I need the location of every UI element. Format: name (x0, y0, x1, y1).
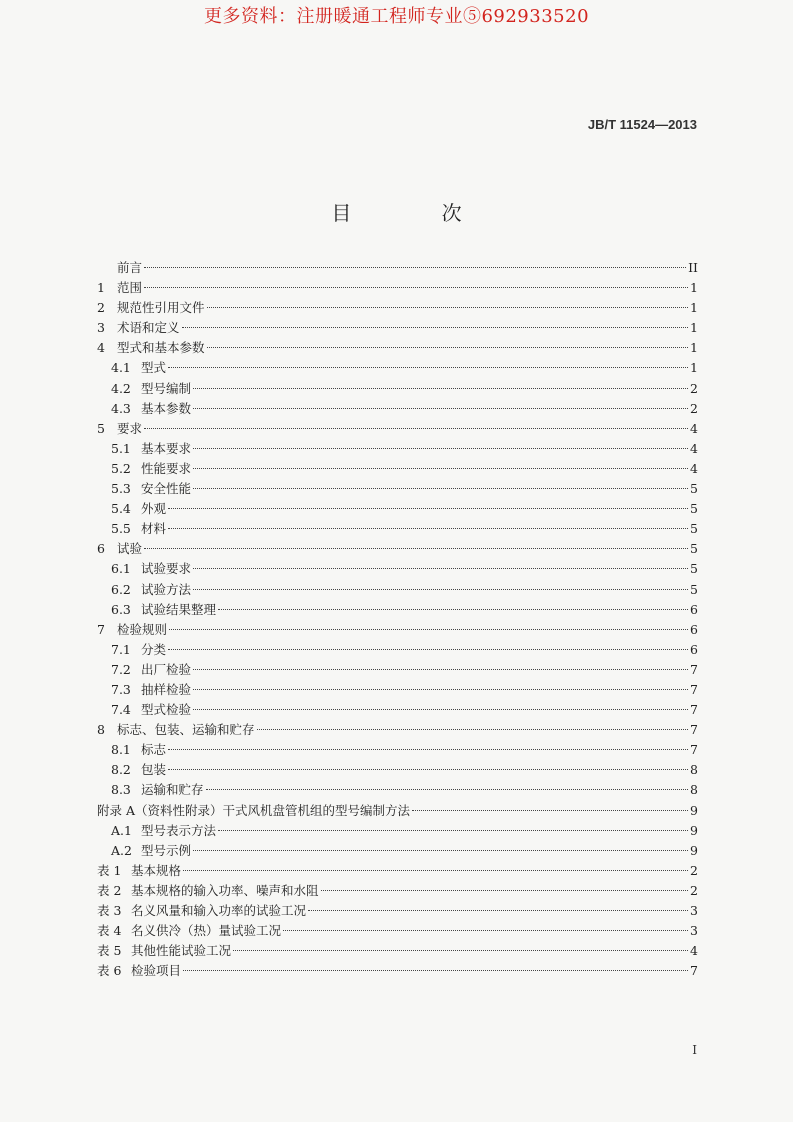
toc-entry-label (97, 720, 255, 740)
toc-entry-text: 抽样检验 (141, 681, 192, 697)
toc-entry-number: 7.1 (111, 641, 131, 657)
toc-entry-number: 7.3 (111, 681, 131, 697)
document-code: JB/T 11524—2013 (587, 117, 697, 132)
toc-entry-text: 术语和定义 (117, 320, 180, 336)
toc-leader-dots (321, 890, 689, 891)
toc-entry-page: II (688, 260, 698, 275)
toc-entry[interactable] (97, 298, 698, 318)
toc-entry-label (111, 760, 166, 780)
toc-entry[interactable] (97, 861, 698, 881)
toc-entry-label (97, 881, 319, 901)
toc-entry-text: 名义供冷（热）量试验工况 (131, 923, 282, 939)
toc-entry-page: 8 (690, 782, 698, 798)
toc-entry-text: 分类 (141, 641, 167, 657)
toc-entry-page: 6 (690, 641, 698, 657)
toc-entry-label (111, 660, 191, 680)
watermark-banner: 更多资料：注册暖通工程师专业⑤692933520 (203, 6, 590, 27)
toc-entry[interactable] (97, 559, 698, 579)
toc-entry[interactable] (97, 539, 698, 559)
toc-entry-label (97, 901, 306, 921)
toc-entry-text: 附录 A（资料性附录）干式风机盘管机组的型号编制方法 (97, 802, 411, 818)
toc-entry-number: 5 (97, 420, 105, 436)
toc-entry[interactable] (97, 740, 698, 760)
toc-entry-number: 5.4 (111, 501, 131, 517)
toc-entry[interactable] (97, 801, 698, 821)
toc-entry-text: 运输和贮存 (141, 782, 204, 798)
toc-entry-number: 8.2 (111, 762, 131, 778)
toc-entry-page: 9 (690, 822, 698, 838)
toc-entry-text: 基本规格的输入功率、噪声和水阻 (131, 882, 319, 898)
toc-leader-dots (168, 649, 688, 650)
toc-entry-label (111, 479, 191, 499)
toc-entry-number: 4.1 (111, 360, 131, 376)
toc-entry-label (111, 358, 166, 378)
toc-entry-number: 8.1 (111, 742, 131, 758)
toc-entry[interactable] (97, 620, 698, 640)
toc-entry-page: 1 (690, 320, 698, 336)
toc-entry[interactable] (97, 479, 698, 499)
toc-entry-page: 1 (690, 280, 698, 296)
toc-entry-page: 5 (690, 541, 698, 557)
toc-entry-label (111, 499, 166, 519)
toc-entry-page: 9 (690, 802, 698, 818)
toc-entry-page: 1 (690, 300, 698, 316)
toc-entry[interactable] (97, 439, 698, 459)
toc-entry-page: 7 (690, 681, 698, 697)
toc-entry[interactable] (97, 720, 698, 740)
toc-entry-text: 试验要求 (141, 561, 192, 577)
toc-leader-dots (206, 789, 689, 790)
toc-leader-dots (183, 970, 688, 971)
toc-entry-number: 表 6 (97, 963, 122, 979)
toc-leader-dots (193, 488, 688, 489)
toc-entry-text: 标志 (141, 742, 167, 758)
toc-entry-page: 4 (690, 440, 698, 456)
toc-leader-dots (193, 408, 688, 409)
toc-entry[interactable] (97, 519, 698, 539)
toc-entry[interactable] (97, 760, 698, 780)
toc-entry-label (97, 298, 205, 318)
toc-entry-label (97, 539, 142, 559)
toc-leader-dots (182, 327, 689, 328)
toc-entry[interactable] (97, 379, 698, 399)
page-title: 目 次 (331, 201, 504, 225)
toc-entry-page: 8 (690, 762, 698, 778)
toc-entry-label (111, 740, 166, 760)
toc-leader-dots (193, 468, 688, 469)
toc-entry-label (111, 399, 191, 419)
toc-entry-number: 6.2 (111, 581, 131, 597)
toc-entry-page: 2 (690, 400, 698, 416)
toc-leader-dots (183, 870, 688, 871)
toc-entry-text: 检验规则 (117, 621, 168, 637)
toc-entry-label (97, 961, 181, 981)
toc-leader-dots (168, 367, 688, 368)
toc-entry-number: 5.5 (111, 521, 131, 537)
toc-leader-dots (218, 830, 688, 831)
toc-entry-label (97, 801, 410, 821)
toc-entry-label (97, 921, 281, 941)
toc-entry[interactable] (97, 780, 698, 800)
toc-entry[interactable] (97, 841, 698, 861)
toc-entry-number: 表 4 (97, 923, 122, 939)
toc-entry-label (111, 600, 216, 620)
toc-leader-dots (193, 669, 688, 670)
toc-leader-dots (169, 629, 688, 630)
table-of-contents (97, 258, 698, 981)
toc-entry-page: 7 (690, 661, 698, 677)
toc-leader-dots (144, 428, 688, 429)
toc-entry-text: 外观 (141, 501, 167, 517)
toc-entry-page: 5 (690, 521, 698, 537)
toc-entry-number: A.2 (111, 842, 132, 858)
toc-entry[interactable] (97, 399, 698, 419)
toc-entry-text: 范围 (117, 280, 143, 296)
toc-entry-number: 4.3 (111, 400, 131, 416)
toc-entry-page: 5 (690, 561, 698, 577)
toc-entry-number: A.1 (111, 822, 132, 838)
toc-entry-page: 2 (690, 380, 698, 396)
toc-entry-label (111, 700, 191, 720)
toc-entry-page: 7 (690, 702, 698, 718)
toc-leader-dots (193, 448, 688, 449)
toc-leader-dots (144, 548, 688, 549)
toc-entry[interactable] (97, 258, 698, 278)
toc-entry-label (97, 861, 181, 881)
toc-entry-label (111, 459, 191, 479)
toc-entry-text: 基本规格 (131, 862, 182, 878)
toc-leader-dots (233, 950, 688, 951)
toc-entry-label (111, 519, 166, 539)
toc-entry[interactable] (97, 821, 698, 841)
toc-entry[interactable] (97, 680, 698, 700)
toc-entry[interactable] (97, 459, 698, 479)
toc-entry-number: 7 (97, 621, 105, 637)
toc-entry-text: 规范性引用文件 (117, 300, 205, 316)
toc-entry-text: 检验项目 (131, 963, 182, 979)
toc-entry-number: 7.4 (111, 702, 131, 718)
toc-entry-text: 型式和基本参数 (117, 340, 205, 356)
toc-entry-page: 1 (690, 360, 698, 376)
toc-leader-dots (207, 307, 689, 308)
toc-entry-number: 5.1 (111, 440, 131, 456)
toc-leader-dots (193, 388, 688, 389)
toc-entry-number: 1 (97, 280, 105, 296)
toc-entry[interactable] (97, 941, 698, 961)
toc-entry[interactable] (97, 580, 698, 600)
toc-leader-dots (193, 709, 688, 710)
toc-entry[interactable] (97, 901, 698, 921)
toc-entry-number: 2 (97, 300, 105, 316)
toc-entry[interactable] (97, 419, 698, 439)
toc-entry-number: 表 3 (97, 903, 122, 918)
toc-leader-dots (168, 508, 688, 509)
toc-entry-label (111, 821, 216, 841)
toc-entry-label (97, 941, 231, 961)
toc-entry-number: 5.3 (111, 481, 131, 497)
toc-entry-number: 5.2 (111, 460, 131, 476)
toc-entry[interactable] (97, 358, 698, 378)
toc-entry-page: 7 (690, 963, 698, 979)
toc-entry-text: 基本要求 (141, 440, 192, 456)
toc-entry[interactable] (97, 318, 698, 338)
toc-entry-page: 7 (690, 722, 698, 738)
toc-entry[interactable] (97, 700, 698, 720)
toc-entry-label (111, 580, 191, 600)
toc-entry-page: 5 (690, 581, 698, 597)
toc-entry-label (111, 559, 191, 579)
toc-entry-label (97, 338, 205, 358)
toc-leader-dots (144, 267, 686, 268)
toc-entry-text: 标志、包装、运输和贮存 (117, 722, 255, 738)
toc-entry-text: 型号表示方法 (141, 822, 217, 838)
toc-entry-label (97, 278, 142, 298)
toc-entry-number: 6.3 (111, 601, 131, 617)
toc-entry-label (111, 841, 191, 861)
toc-entry-page: 9 (690, 842, 698, 858)
toc-entry-text: 型式检验 (141, 702, 192, 718)
toc-entry-text: 基本参数 (141, 400, 192, 416)
toc-entry-page: 4 (690, 943, 698, 959)
toc-entry[interactable] (97, 660, 698, 680)
toc-leader-dots (193, 850, 688, 851)
toc-entry[interactable] (97, 961, 698, 981)
toc-entry-number: 8.3 (111, 782, 131, 798)
toc-entry-label (111, 780, 204, 800)
toc-entry-number: 表 1 (97, 862, 122, 878)
toc-entry-label (97, 318, 180, 338)
toc-entry-page: 6 (690, 601, 698, 617)
toc-entry[interactable] (97, 338, 698, 358)
toc-entry[interactable] (97, 881, 698, 901)
toc-entry-page: 7 (690, 742, 698, 758)
toc-entry-text: 名义风量和输入功率的试验工况 (131, 903, 307, 918)
toc-entry-page: 3 (690, 923, 698, 939)
toc-entry-number: 6.1 (111, 561, 131, 577)
toc-entry-text: 型式 (141, 360, 167, 376)
toc-entry-text: 材料 (141, 521, 167, 537)
toc-entry-text: 性能要求 (141, 460, 192, 476)
toc-leader-dots (218, 609, 688, 610)
toc-entry-number: 4.2 (111, 380, 131, 396)
toc-entry-number: 3 (97, 320, 105, 336)
toc-entry[interactable] (97, 640, 698, 660)
toc-entry-page: 5 (690, 501, 698, 517)
toc-leader-dots (168, 528, 688, 529)
toc-leader-dots (144, 287, 688, 288)
toc-entry-page: 2 (690, 862, 698, 878)
toc-entry-text: 试验 (117, 541, 143, 557)
toc-leader-dots (412, 810, 688, 811)
toc-leader-dots (193, 589, 688, 590)
toc-leader-dots (168, 769, 688, 770)
toc-entry-number: 6 (97, 541, 105, 557)
toc-entry-page: 3 (690, 903, 698, 918)
toc-leader-dots (308, 910, 688, 911)
toc-entry-text: 包装 (141, 762, 167, 778)
page-number: I (692, 1043, 697, 1057)
toc-leader-dots (168, 749, 688, 750)
toc-entry-text: 试验结果整理 (141, 601, 217, 617)
toc-entry-page: 4 (690, 460, 698, 476)
toc-entry-text: 出厂检验 (141, 661, 192, 677)
toc-entry-page: 2 (690, 882, 698, 898)
toc-entry-text: 型号示例 (141, 842, 192, 858)
toc-entry-text: 其他性能试验工况 (131, 943, 232, 959)
toc-entry-text: 型号编制 (141, 380, 192, 396)
toc-entry-label (111, 680, 191, 700)
toc-entry-page: 1 (690, 340, 698, 356)
toc-leader-dots (283, 930, 688, 931)
toc-entry-label (111, 640, 166, 660)
toc-entry[interactable] (97, 600, 698, 620)
toc-leader-dots (207, 347, 689, 348)
toc-entry-text: 试验方法 (141, 581, 192, 597)
toc-entry-label (111, 439, 191, 459)
toc-entry-page: 6 (690, 621, 698, 637)
toc-entry-label (97, 258, 142, 278)
toc-entry-number: 表 5 (97, 943, 122, 959)
toc-entry-text: 前言 (117, 260, 143, 275)
toc-entry-number: 7.2 (111, 661, 131, 677)
toc-leader-dots (257, 729, 689, 730)
toc-entry-number: 8 (97, 722, 105, 738)
toc-entry[interactable] (97, 921, 698, 941)
toc-entry-number: 4 (97, 340, 105, 356)
toc-entry-label (97, 419, 142, 439)
toc-entry-label (111, 379, 191, 399)
toc-entry[interactable] (97, 499, 698, 519)
toc-entry-text: 安全性能 (141, 481, 192, 497)
toc-entry-label (97, 620, 167, 640)
toc-entry[interactable] (97, 278, 698, 298)
toc-entry-page: 5 (690, 481, 698, 497)
toc-entry-page: 4 (690, 420, 698, 436)
toc-entry-number: 表 2 (97, 882, 122, 898)
toc-entry-text: 要求 (117, 420, 143, 436)
toc-leader-dots (193, 568, 688, 569)
toc-leader-dots (193, 689, 688, 690)
